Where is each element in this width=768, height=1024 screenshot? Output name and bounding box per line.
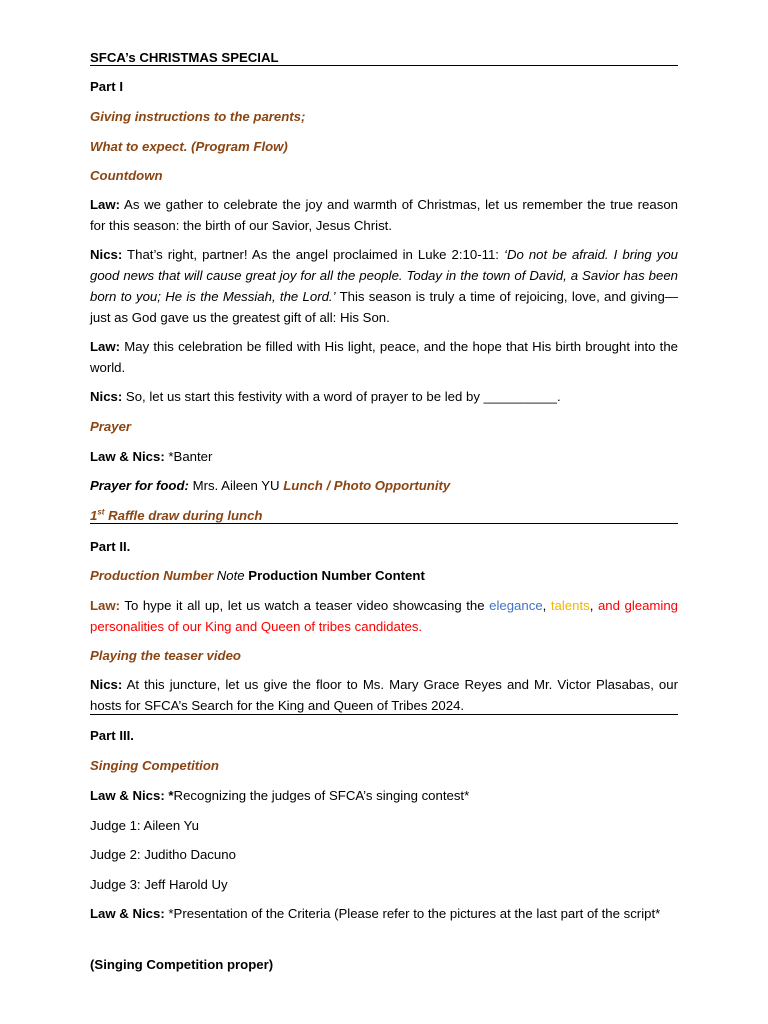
speaker-nics: Nics:	[90, 389, 123, 404]
prayer-food-line	[90, 475, 678, 496]
raffle-text: Raffle draw during lunch	[104, 508, 263, 523]
nics-line-2	[90, 386, 678, 407]
judges-line	[90, 785, 678, 806]
prayer-food-label: Prayer for food:	[90, 478, 189, 493]
nics-line-1	[90, 244, 678, 328]
production-line	[90, 565, 678, 586]
judge-2: Judge 2: Juditho Dacuno	[90, 847, 236, 862]
document-title: SFCA’s CHRISTMAS SPECIAL	[90, 50, 279, 65]
lunch-cue: Lunch / Photo Opportunity	[283, 478, 451, 493]
speaker-law-nics: Law & Nics:	[90, 449, 165, 464]
speaker-law: Law:	[90, 598, 121, 613]
speaker-law-nics: Law & Nics:	[90, 906, 165, 921]
production-content: Production Number Content	[248, 568, 425, 583]
nics-hosts-line	[90, 674, 678, 716]
production-label: Production Number	[90, 568, 214, 583]
line-text: As we gather to celebrate the joy and warmth of Christmas, let us remember the true reason for this season: the birth of our Savior, Jesus Christ.	[90, 197, 678, 233]
part2-heading: Part II.	[90, 539, 131, 554]
competition-proper: (Singing Competition proper)	[90, 957, 274, 972]
part1-instructions: Giving instructions to the parents;	[90, 109, 306, 124]
law-line-1	[90, 194, 678, 236]
word-rest: and gleaming personalities of our King and Queen of tribes candidates.	[90, 598, 679, 634]
line-text: *Banter	[164, 449, 213, 464]
raffle-number: 1	[90, 508, 98, 523]
raffle-ordinal: st	[97, 507, 105, 517]
part1-heading: Part I	[90, 79, 123, 94]
line-text: Recognizing the judges of SFCA’s singing contest*	[173, 788, 470, 803]
speaker-law-nics: Law & Nics: *	[90, 788, 174, 803]
line-text: So, let us start this festivity with a word of prayer to be led by __________.	[122, 389, 561, 404]
comma: ,	[542, 598, 551, 613]
speaker-nics: Nics:	[90, 247, 123, 262]
part1-countdown: Countdown	[90, 168, 163, 183]
line-text-cont: This season is truly a time of rejoicing, love, and giving—just as God gave us the greatest gift of all: His Son.	[90, 289, 678, 325]
prayer-cue: Prayer	[90, 419, 132, 434]
line-text: May this celebration be filled with His light, peace, and the hope that His birth brought into the world.	[90, 339, 678, 375]
part3-heading: Part III.	[90, 728, 134, 743]
teaser-cue: Playing the teaser video	[90, 648, 241, 663]
criteria-line	[90, 903, 678, 924]
title-underline	[90, 65, 678, 66]
prayer-food-name: Mrs. Aileen YU	[188, 478, 284, 493]
part1-program-flow: What to expect. (Program Flow)	[90, 139, 288, 154]
speaker-law: Law:	[90, 197, 121, 212]
line-text: To hype it all up, let us watch a teaser video showcasing the	[120, 598, 490, 613]
banter-line	[90, 446, 678, 467]
law-teaser-line	[90, 595, 678, 637]
part1-divider	[90, 523, 678, 524]
word-talents: talents	[550, 598, 590, 613]
line-text: At this juncture, let us give the floor to Ms. Mary Grace Reyes and Mr. Victor Plasabas, our hosts for SFCA’s Search for the King and Queen of Tribes 2024.	[90, 677, 678, 713]
judge-3: Judge 3: Jeff Harold Uy	[90, 877, 228, 892]
production-note: Note	[213, 568, 249, 583]
judge-1: Judge 1: Aileen Yu	[90, 818, 200, 833]
speaker-law: Law:	[90, 339, 121, 354]
comma: ,	[589, 598, 598, 613]
line-text: That’s right, partner! As the angel proclaimed in Luke 2:10-11:	[122, 247, 505, 262]
speaker-nics: Nics:	[90, 677, 123, 692]
singing-cue: Singing Competition	[90, 758, 219, 773]
line-text: *Presentation of the Criteria (Please refer to the pictures at the last part of the script*	[164, 906, 661, 921]
part2-divider	[90, 714, 678, 715]
law-line-2	[90, 336, 678, 378]
word-elegance: elegance	[489, 598, 543, 613]
scripture-quote: ‘Do not be afraid. I bring you good news that will cause great joy for all the people. Today in the town of David, a Savior has been born to you; He is the Messiah, the Lord.’	[90, 247, 678, 304]
